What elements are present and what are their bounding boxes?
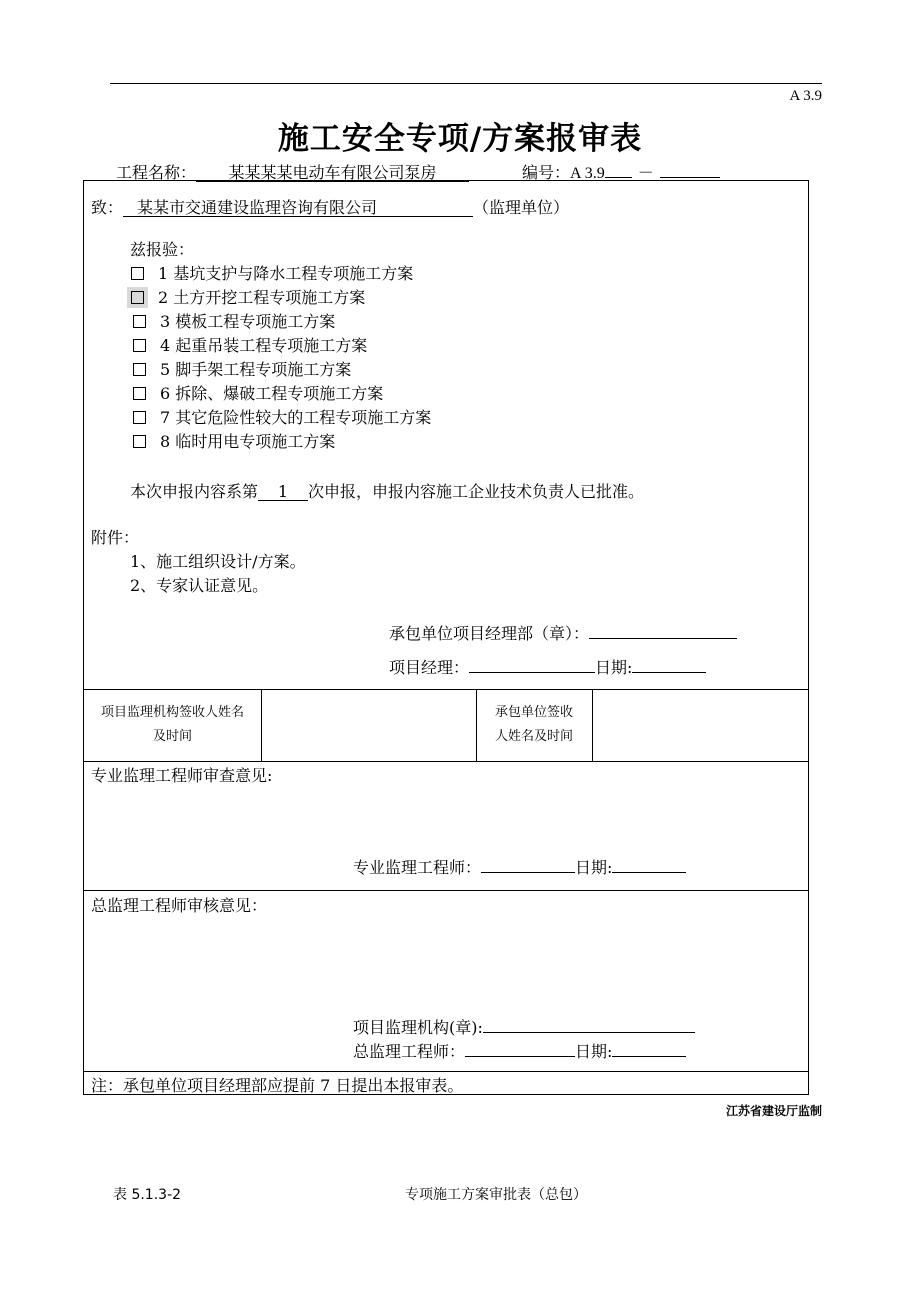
specialist-opinion-label: 专业监理工程师审查意见:	[91, 766, 273, 785]
chief-date-field[interactable]	[612, 1056, 686, 1057]
checklist-item-6[interactable]: 6 拆除、爆破工程专项施工方案	[133, 381, 383, 404]
top-rule	[110, 83, 822, 84]
specialist-opinion-area[interactable]	[91, 785, 791, 845]
project-name-field[interactable]: 某某某某电动车有限公司泵房	[196, 164, 469, 182]
contractor-receiver-label: 承包单位签收 人姓名及时间	[494, 705, 573, 744]
checkbox-icon[interactable]	[131, 267, 144, 280]
manager-date-field[interactable]	[632, 672, 706, 673]
page-title: 施工安全专项/方案报审表	[277, 121, 643, 157]
specialist-date-field[interactable]	[612, 872, 686, 873]
divider	[84, 1071, 808, 1072]
checklist-item-3[interactable]: 3 模板工程专项施工方案	[133, 309, 335, 332]
checkbox-icon[interactable]	[133, 435, 146, 448]
checklist-item-1[interactable]: 1 基坑支护与降水工程专项施工方案	[131, 261, 413, 284]
to-label: 致：	[91, 198, 124, 217]
checklist-item-4[interactable]: 4 起重吊装工程专项施工方案	[133, 333, 367, 356]
chief-opinion-label: 总监理工程师审核意见：	[91, 896, 268, 915]
manager-field[interactable]	[469, 672, 595, 673]
checkbox-icon[interactable]	[131, 291, 144, 304]
project-label: 工程名称：	[116, 163, 197, 182]
to-suffix: （监理单位）	[473, 198, 570, 217]
number-dash: －	[637, 165, 654, 182]
attachment-item-1: 1、施工组织设计/方案。	[130, 552, 306, 571]
checkbox-icon[interactable]	[133, 411, 146, 424]
attachments-label: 附件：	[91, 528, 140, 547]
table-name: 专项施工方案审批表（总包）	[405, 1187, 587, 1203]
intro-text: 兹报验：	[130, 240, 195, 259]
to-row	[91, 195, 569, 218]
chief-sign-row: 总监理工程师： 日期:	[353, 1039, 686, 1062]
checkbox-icon[interactable]	[133, 363, 146, 376]
checklist-item-2[interactable]: 2 土方开挖工程专项施工方案	[131, 285, 365, 308]
divider	[84, 761, 808, 762]
specialist-sign-row: 专业监理工程师： 日期:	[353, 855, 686, 878]
declaration-count-field[interactable]: 1	[258, 483, 308, 501]
checklist-item-7[interactable]: 7 其它危险性较大的工程专项施工方案	[133, 405, 431, 428]
number-field-2[interactable]	[660, 177, 720, 178]
to-unit-field[interactable]: 某某市交通建设监理咨询有限公司	[123, 199, 473, 217]
chief-field[interactable]	[465, 1056, 575, 1057]
checklist-item-8[interactable]: 8 临时用电专项施工方案	[133, 429, 335, 452]
number-prefix: A 3.9	[570, 165, 605, 182]
contractor-dept-field[interactable]	[589, 638, 737, 639]
supervision-org-field[interactable]	[483, 1032, 695, 1033]
supervision-org-row: 项目监理机构(章):	[353, 1015, 695, 1038]
checkbox-icon[interactable]	[133, 315, 146, 328]
number-field-1[interactable]	[605, 177, 632, 178]
number-label: 编号：	[522, 165, 571, 182]
manager-row: 项目经理： 日期:	[389, 655, 706, 678]
checklist-item-5[interactable]: 5 脚手架工程专项施工方案	[133, 357, 351, 380]
chief-opinion-area[interactable]	[91, 915, 791, 1005]
supervisor-receiver-field[interactable]	[262, 690, 476, 761]
issuer-text: 江苏省建设厅监制	[725, 1104, 822, 1118]
form-code: A 3.9	[789, 88, 822, 104]
checkbox-icon[interactable]	[133, 387, 146, 400]
attachment-item-2: 2、专家认证意见。	[130, 576, 269, 595]
checkbox-icon[interactable]	[133, 339, 146, 352]
table-number: 表 5.1.3-2	[113, 1187, 182, 1203]
supervisor-receiver-label: 项目监理机构签收人姓名 及时间	[100, 705, 244, 744]
divider	[84, 890, 808, 891]
form-table	[83, 180, 809, 1095]
note-text: 注：承包单位项目经理部应提前 7 日提出本报审表。	[91, 1076, 464, 1095]
contractor-dept-row: 承包单位项目经理部（章）：	[389, 621, 737, 644]
contractor-receiver-field[interactable]	[593, 690, 807, 761]
declaration-row: 本次申报内容系第 1 次申报，申报内容施工企业技术负责人已批准。	[130, 482, 645, 501]
specialist-field[interactable]	[481, 872, 575, 873]
